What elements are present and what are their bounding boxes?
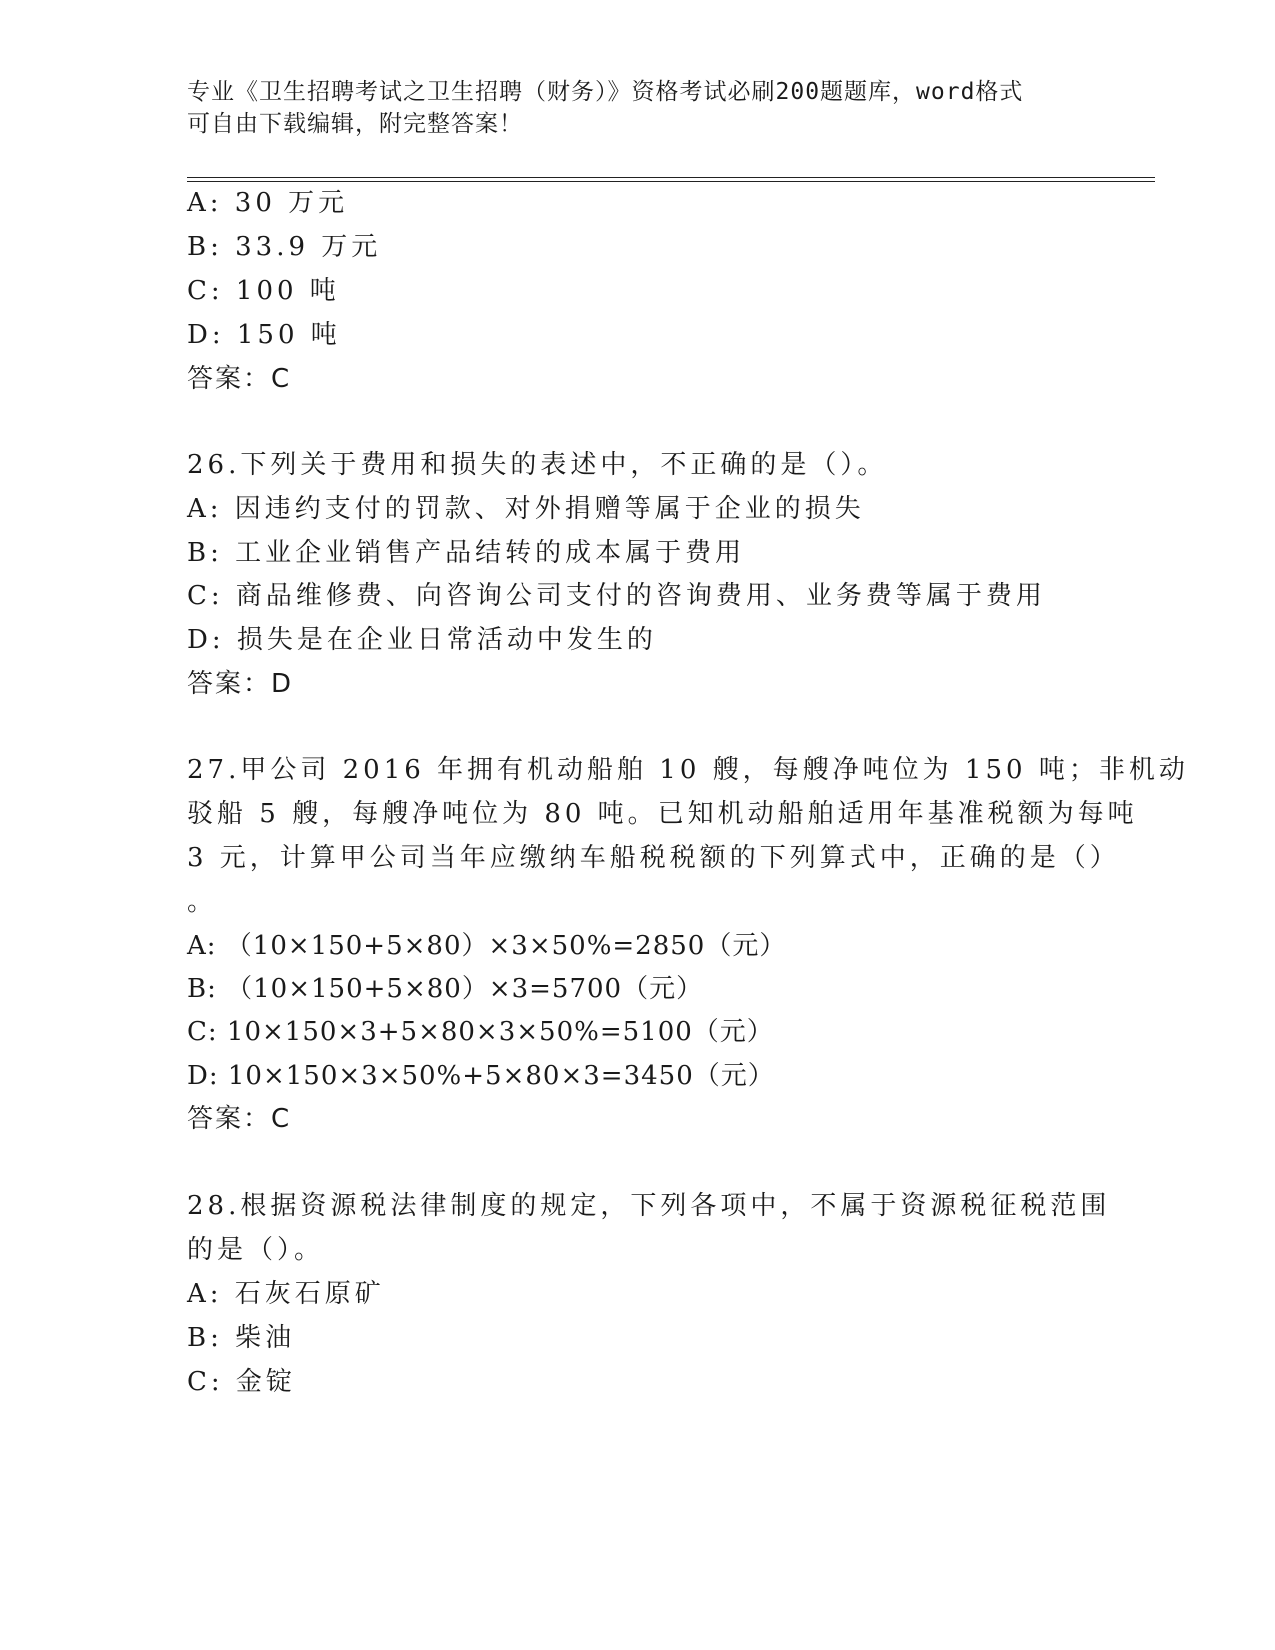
q27-option-d: D: 10×150×3×50%+5×80×3=3450（元） [187,1061,775,1091]
q25-option-a: A: 30 万元 [187,188,349,218]
q27-answer: 答案：C [187,1104,292,1134]
q28-stem-line-2: 的是（）。 [187,1235,325,1265]
q28-option-c: C: 金锭 [187,1367,296,1397]
q26-option-c: C: 商品维修费、向咨询公司支付的咨询费用、业务费等属于费用 [187,581,1046,611]
q28-stem-line-1: 28.根据资源税法律制度的规定，下列各项中，不属于资源税征税范围 [187,1191,1111,1221]
document-header [187,76,1087,140]
q27-option-b: B: （10×150+5×80）×3=5700（元） [187,974,704,1004]
q26-option-b: B: 工业企业销售产品结转的成本属于费用 [187,538,746,568]
q28-option-b: B: 柴油 [187,1323,296,1353]
q26-option-a: A: 因违约支付的罚款、对外捐赠等属于企业的损失 [187,494,865,524]
q27-option-a: A: （10×150+5×80）×3×50%=2850（元） [187,931,787,961]
q26-option-d: D: 损失是在企业日常活动中发生的 [187,625,657,655]
q27-stem-line-1: 27.甲公司 2016 年拥有机动船舶 10 艘，每艘净吨位为 150 吨；非机动 [187,755,1189,785]
q27-stem-line-4: 。 [187,887,218,917]
q25-option-c: C: 100 吨 [187,276,340,306]
header-line-2: 可自由下载编辑，附完整答案！ [187,111,523,137]
q25-answer: 答案：C [187,364,292,394]
q28-option-a: A: 石灰石原矿 [187,1279,385,1309]
q25-option-b: B: 33.9 万元 [187,232,382,262]
header-divider-top [187,177,1155,178]
q25-option-d: D: 150 吨 [187,320,341,350]
q27-stem-line-3: 3 元，计算甲公司当年应缴纳车船税税额的下列算式中，正确的是（） [187,843,1120,873]
q26-answer: 答案：D [187,669,294,699]
q26-stem: 26.下列关于费用和损失的表述中，不正确的是（）。 [187,450,888,480]
header-divider-bottom [187,181,1155,182]
q27-stem-line-2: 驳船 5 艘，每艘净吨位为 80 吨。已知机动船舶适用年基准税额为每吨 [187,799,1138,829]
q27-option-c: C: 10×150×3+5×80×3×50%=5100（元） [187,1017,774,1047]
header-line-1: 专业《卫生招聘考试之卫生招聘（财务）》资格考试必刷200题题库，word格式 [187,79,1024,105]
